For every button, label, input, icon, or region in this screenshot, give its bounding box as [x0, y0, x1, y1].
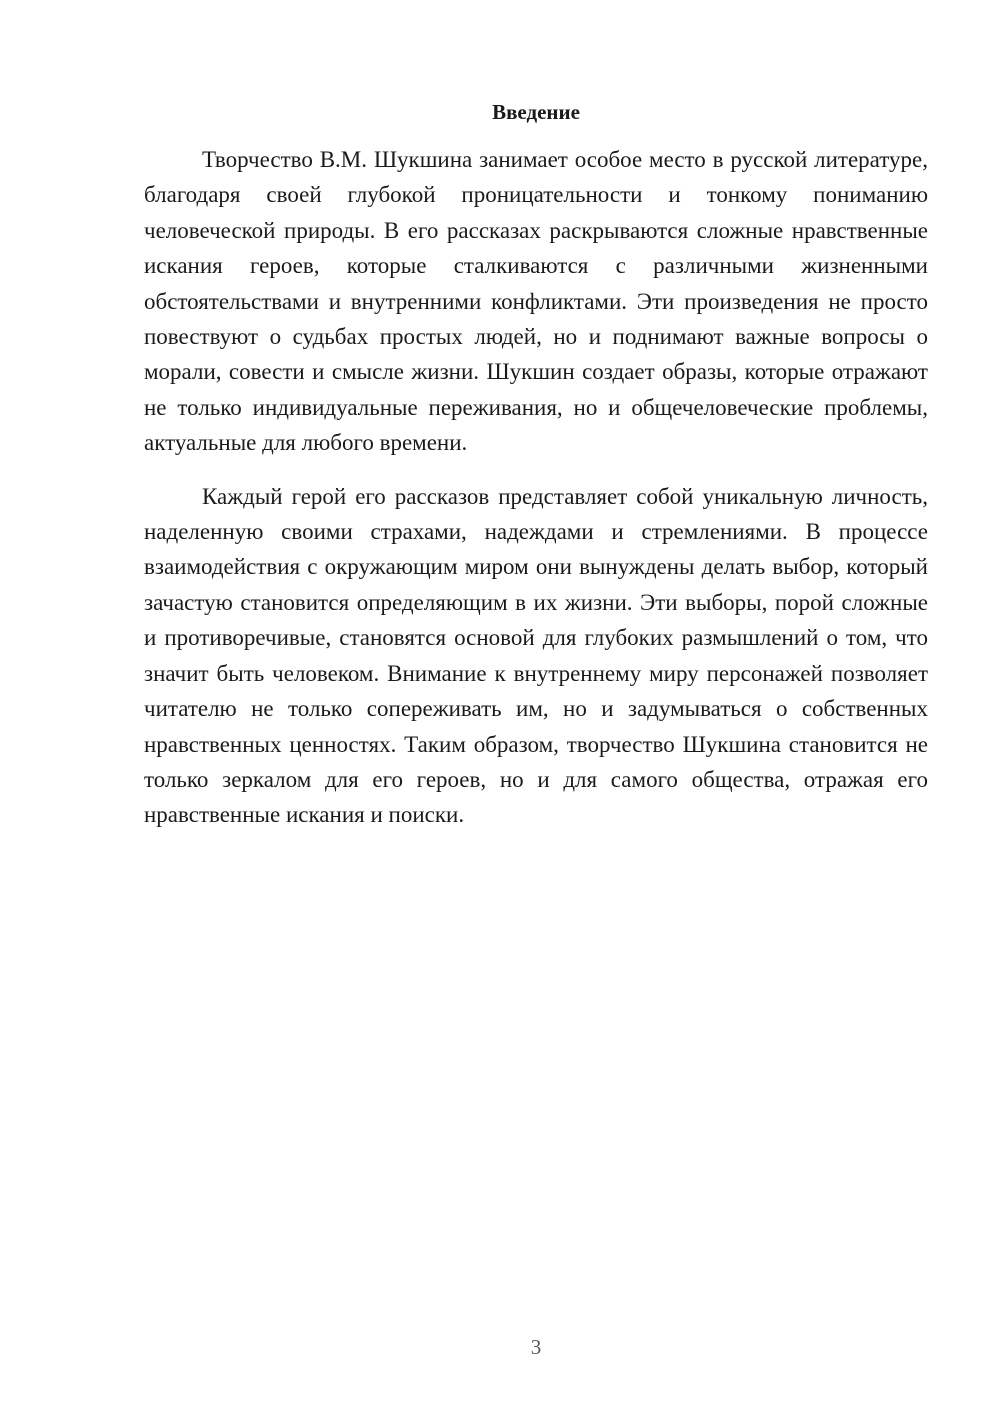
body-text [144, 142, 928, 851]
page-number: 3 [530, 1335, 542, 1359]
paragraph-1: Творчество В.М. Шукшина занимает особое место в русской литературе, благодаря своей глубокой проницательности и тонкому пониманию человеческой природы. В его рассказах раскрываются сложные нравственные искания героев, которые сталкиваются с различными жизненными обстоятельствами и внутренними конфликтами. Эти произведения не просто повествуют о судьбах простых людей, но и поднимают важные вопросы о морали, совести и смысле жизни. Шукшин создает образы, которые отражают не только индивидуальные переживания, но и общечеловеческие проблемы, актуальные для любого времени. [144, 147, 928, 456]
section-heading: Введение [492, 100, 580, 124]
paragraph-2: Каждый герой его рассказов представляет собой уникальную личность, наделенную своими страхами, надеждами и стремлениями. В процессе взаимодействия с окружающим миром они вынуждены делать выбор, который зачастую становится определяющим в их жизни. Эти выборы, порой сложные и противоречивые, становятся основой для глубоких размышлений о том, что значит быть человеком. Внимание к внутреннему миру персонажей позволяет читателю не только сопереживать им, но и задумываться о собственных нравственных ценностях. Таким образом, творчество Шукшина становится не только зеркалом для его героев, но и для самого общества, отражая его нравственные искания и поиски. [144, 483, 928, 828]
